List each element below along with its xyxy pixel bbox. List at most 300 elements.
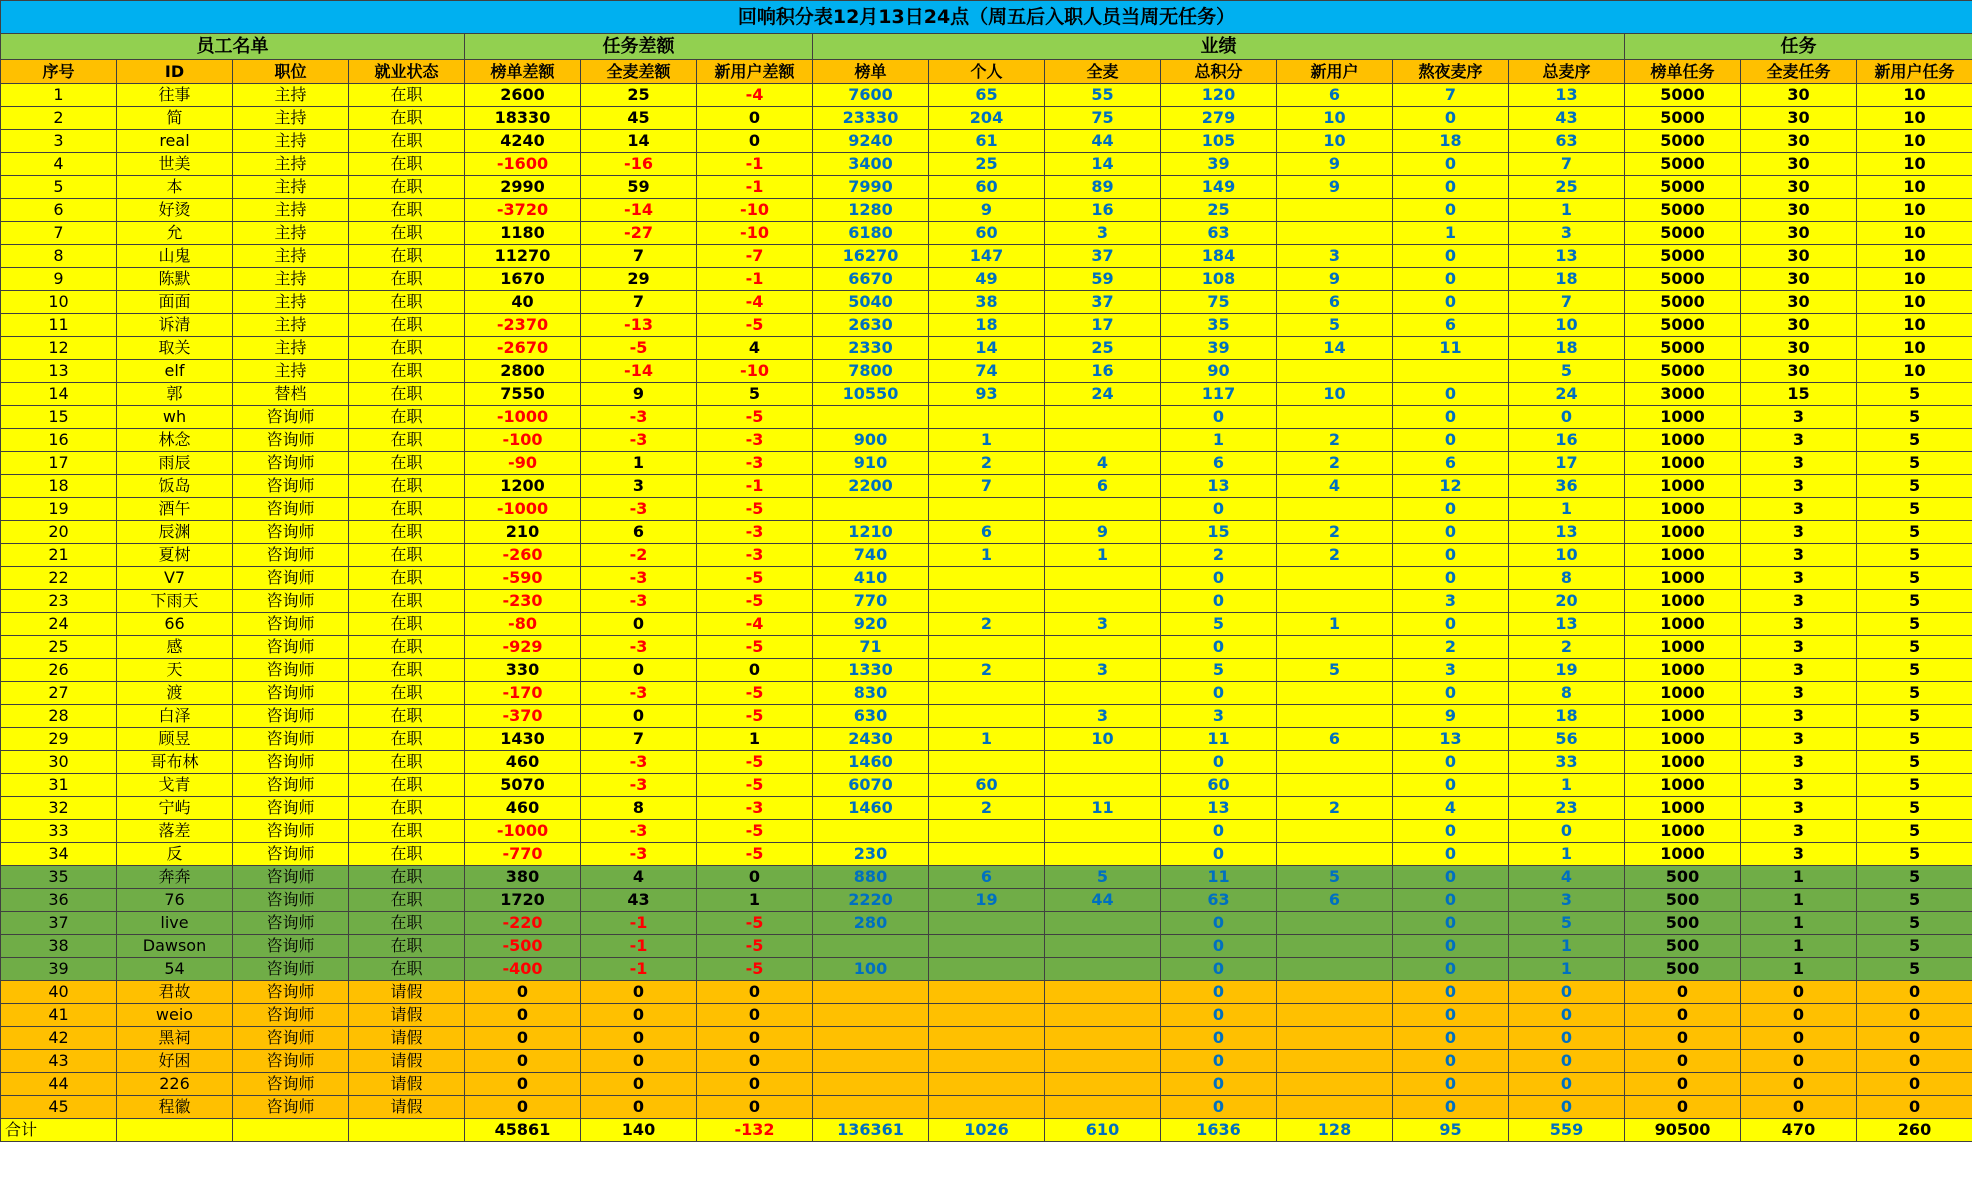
- table-cell[interactable]: 0: [1393, 774, 1509, 797]
- table-cell[interactable]: 16: [1, 429, 117, 452]
- table-cell[interactable]: 1460: [813, 751, 929, 774]
- table-cell[interactable]: 5000: [1625, 84, 1741, 107]
- table-cell[interactable]: 5: [1857, 751, 1972, 774]
- table-cell[interactable]: 5040: [813, 291, 929, 314]
- table-cell[interactable]: 7600: [813, 84, 929, 107]
- table-cell[interactable]: 0: [581, 1004, 697, 1027]
- table-cell[interactable]: 18: [1509, 705, 1625, 728]
- table-cell[interactable]: 请假: [349, 981, 465, 1004]
- table-cell[interactable]: 5: [1045, 866, 1161, 889]
- table-cell[interactable]: 10: [1509, 544, 1625, 567]
- table-cell[interactable]: 90: [1161, 360, 1277, 383]
- table-cell[interactable]: -5: [697, 935, 813, 958]
- table-cell[interactable]: 10: [1857, 360, 1972, 383]
- table-cell[interactable]: 3: [1741, 544, 1857, 567]
- table-cell[interactable]: 10: [1857, 291, 1972, 314]
- table-cell[interactable]: 0: [1161, 1096, 1277, 1119]
- table-cell[interactable]: weio: [117, 1004, 233, 1027]
- table-cell[interactable]: 0: [1625, 1004, 1741, 1027]
- table-cell[interactable]: 1: [1509, 498, 1625, 521]
- table-cell[interactable]: 5: [1857, 682, 1972, 705]
- table-cell[interactable]: 5000: [1625, 107, 1741, 130]
- table-cell[interactable]: 31: [1, 774, 117, 797]
- table-cell[interactable]: 白泽: [117, 705, 233, 728]
- table-cell[interactable]: 13: [1, 360, 117, 383]
- table-cell[interactable]: 13: [1509, 613, 1625, 636]
- table-cell[interactable]: 0: [1393, 843, 1509, 866]
- table-cell[interactable]: 在职: [349, 590, 465, 613]
- table-cell[interactable]: 在职: [349, 544, 465, 567]
- table-cell[interactable]: 7: [581, 728, 697, 751]
- table-cell[interactable]: 36: [1509, 475, 1625, 498]
- table-cell[interactable]: 0: [1161, 498, 1277, 521]
- table-cell[interactable]: 5000: [1625, 222, 1741, 245]
- table-cell[interactable]: [1045, 498, 1161, 521]
- table-cell[interactable]: 2330: [813, 337, 929, 360]
- table-cell[interactable]: 500: [1625, 958, 1741, 981]
- table-cell[interactable]: [1045, 1027, 1161, 1050]
- table-cell[interactable]: 6: [1, 199, 117, 222]
- table-cell[interactable]: 5: [1857, 797, 1972, 820]
- table-cell[interactable]: 2600: [465, 84, 581, 107]
- table-cell[interactable]: 0: [1161, 912, 1277, 935]
- table-cell[interactable]: 45: [581, 107, 697, 130]
- table-cell[interactable]: 0: [581, 1050, 697, 1073]
- table-cell[interactable]: 0: [1509, 1073, 1625, 1096]
- table-cell[interactable]: [1045, 682, 1161, 705]
- table-cell[interactable]: 0: [1393, 199, 1509, 222]
- table-cell[interactable]: [929, 820, 1045, 843]
- table-cell[interactable]: 18: [1509, 337, 1625, 360]
- table-cell[interactable]: 500: [1625, 935, 1741, 958]
- table-cell[interactable]: 8: [581, 797, 697, 820]
- table-cell[interactable]: 30: [1741, 268, 1857, 291]
- table-cell[interactable]: 34: [1, 843, 117, 866]
- table-cell[interactable]: 44: [1, 1073, 117, 1096]
- table-cell[interactable]: 6070: [813, 774, 929, 797]
- table-cell[interactable]: 2630: [813, 314, 929, 337]
- table-cell[interactable]: 主持: [233, 245, 349, 268]
- table-cell[interactable]: 面面: [117, 291, 233, 314]
- table-cell[interactable]: 简: [117, 107, 233, 130]
- table-cell[interactable]: 5: [1857, 912, 1972, 935]
- table-cell[interactable]: -3: [581, 406, 697, 429]
- table-cell[interactable]: 7: [1393, 84, 1509, 107]
- table-cell[interactable]: 2: [1277, 429, 1393, 452]
- table-cell[interactable]: 63: [1509, 130, 1625, 153]
- table-cell[interactable]: -5: [581, 337, 697, 360]
- table-cell[interactable]: 3: [1741, 751, 1857, 774]
- table-cell[interactable]: 63: [1161, 889, 1277, 912]
- table-cell[interactable]: [929, 935, 1045, 958]
- table-cell[interactable]: 请假: [349, 1004, 465, 1027]
- table-cell[interactable]: 5: [1161, 613, 1277, 636]
- table-cell[interactable]: 山鬼: [117, 245, 233, 268]
- table-cell[interactable]: 7800: [813, 360, 929, 383]
- table-cell[interactable]: 74: [929, 360, 1045, 383]
- table-cell[interactable]: 5: [1857, 590, 1972, 613]
- table-cell[interactable]: 1: [1741, 958, 1857, 981]
- table-cell[interactable]: 43: [1, 1050, 117, 1073]
- table-cell[interactable]: 1: [1509, 935, 1625, 958]
- table-cell[interactable]: 11: [1393, 337, 1509, 360]
- table-cell[interactable]: 在职: [349, 245, 465, 268]
- table-cell[interactable]: 咨询师: [233, 567, 349, 590]
- table-cell[interactable]: 0: [1857, 1004, 1972, 1027]
- table-cell[interactable]: 本: [117, 176, 233, 199]
- table-cell[interactable]: -7: [697, 245, 813, 268]
- table-cell[interactable]: 11: [1161, 866, 1277, 889]
- table-cell[interactable]: 在职: [349, 682, 465, 705]
- table-cell[interactable]: 56: [1509, 728, 1625, 751]
- table-cell[interactable]: 3: [1741, 406, 1857, 429]
- table-cell[interactable]: 2: [1393, 636, 1509, 659]
- total-cell[interactable]: 470: [1741, 1119, 1857, 1142]
- table-cell[interactable]: 黑祠: [117, 1027, 233, 1050]
- table-cell[interactable]: 请假: [349, 1050, 465, 1073]
- table-cell[interactable]: 0: [1393, 268, 1509, 291]
- table-cell[interactable]: [1277, 705, 1393, 728]
- table-cell[interactable]: 65: [929, 84, 1045, 107]
- table-cell[interactable]: 0: [1857, 981, 1972, 1004]
- table-cell[interactable]: 在职: [349, 705, 465, 728]
- table-cell[interactable]: -3: [581, 429, 697, 452]
- table-cell[interactable]: 3: [1045, 705, 1161, 728]
- table-cell[interactable]: 天: [117, 659, 233, 682]
- table-cell[interactable]: -1600: [465, 153, 581, 176]
- table-cell[interactable]: 0: [1393, 176, 1509, 199]
- table-cell[interactable]: 程徽: [117, 1096, 233, 1119]
- table-cell[interactable]: 7: [1509, 153, 1625, 176]
- table-cell[interactable]: 感: [117, 636, 233, 659]
- table-cell[interactable]: 3: [1045, 613, 1161, 636]
- table-cell[interactable]: 0: [1393, 521, 1509, 544]
- table-cell[interactable]: [1045, 429, 1161, 452]
- table-cell[interactable]: 0: [1393, 498, 1509, 521]
- table-cell[interactable]: 0: [1393, 1073, 1509, 1096]
- table-cell[interactable]: 117: [1161, 383, 1277, 406]
- table-cell[interactable]: 39: [1, 958, 117, 981]
- table-cell[interactable]: -2370: [465, 314, 581, 337]
- table-cell[interactable]: [813, 1096, 929, 1119]
- table-cell[interactable]: 1: [1045, 544, 1161, 567]
- table-cell[interactable]: 3: [1509, 222, 1625, 245]
- table-cell[interactable]: 咨询师: [233, 774, 349, 797]
- table-cell[interactable]: 0: [1161, 1027, 1277, 1050]
- table-cell[interactable]: 59: [581, 176, 697, 199]
- table-cell[interactable]: 在职: [349, 337, 465, 360]
- table-cell[interactable]: 30: [1741, 245, 1857, 268]
- table-cell[interactable]: 21: [1, 544, 117, 567]
- table-cell[interactable]: 0: [1393, 429, 1509, 452]
- table-cell[interactable]: [929, 705, 1045, 728]
- table-cell[interactable]: 6: [1161, 452, 1277, 475]
- table-cell[interactable]: -1000: [465, 406, 581, 429]
- table-cell[interactable]: 在职: [349, 958, 465, 981]
- table-cell[interactable]: 26: [1, 659, 117, 682]
- table-cell[interactable]: 10: [1857, 314, 1972, 337]
- table-cell[interactable]: 4: [1, 153, 117, 176]
- table-cell[interactable]: 0: [1393, 935, 1509, 958]
- total-cell[interactable]: 136361: [813, 1119, 929, 1142]
- table-cell[interactable]: 17: [1045, 314, 1161, 337]
- table-cell[interactable]: 5000: [1625, 153, 1741, 176]
- table-cell[interactable]: 1: [929, 429, 1045, 452]
- table-cell[interactable]: 在职: [349, 429, 465, 452]
- table-cell[interactable]: [929, 1027, 1045, 1050]
- table-cell[interactable]: 0: [1741, 1073, 1857, 1096]
- table-cell[interactable]: -1: [697, 153, 813, 176]
- table-cell[interactable]: [1045, 912, 1161, 935]
- table-cell[interactable]: 14: [929, 337, 1045, 360]
- table-cell[interactable]: 顾昱: [117, 728, 233, 751]
- table-cell[interactable]: 770: [813, 590, 929, 613]
- table-cell[interactable]: 10: [1509, 314, 1625, 337]
- table-cell[interactable]: 咨询师: [233, 1096, 349, 1119]
- table-cell[interactable]: [929, 1096, 1045, 1119]
- table-cell[interactable]: 6: [1277, 889, 1393, 912]
- table-cell[interactable]: 5: [1857, 429, 1972, 452]
- table-cell[interactable]: [813, 498, 929, 521]
- table-cell[interactable]: 9: [1, 268, 117, 291]
- table-cell[interactable]: 0: [1161, 958, 1277, 981]
- table-cell[interactable]: 30: [1741, 291, 1857, 314]
- table-cell[interactable]: 1000: [1625, 590, 1741, 613]
- table-cell[interactable]: -770: [465, 843, 581, 866]
- table-cell[interactable]: 好困: [117, 1050, 233, 1073]
- table-cell[interactable]: 184: [1161, 245, 1277, 268]
- table-cell[interactable]: 33: [1, 820, 117, 843]
- table-cell[interactable]: 咨询师: [233, 912, 349, 935]
- table-cell[interactable]: -5: [697, 774, 813, 797]
- table-cell[interactable]: 23: [1, 590, 117, 613]
- table-cell[interactable]: 9: [1393, 705, 1509, 728]
- table-cell[interactable]: 0: [1161, 682, 1277, 705]
- table-cell[interactable]: -5: [697, 705, 813, 728]
- table-cell[interactable]: 林念: [117, 429, 233, 452]
- table-cell[interactable]: [1277, 774, 1393, 797]
- table-cell[interactable]: 1000: [1625, 820, 1741, 843]
- table-cell[interactable]: -230: [465, 590, 581, 613]
- table-cell[interactable]: 30: [1741, 153, 1857, 176]
- table-cell[interactable]: [813, 935, 929, 958]
- table-cell[interactable]: 0: [1393, 544, 1509, 567]
- table-cell[interactable]: 4: [1509, 866, 1625, 889]
- total-cell[interactable]: 140: [581, 1119, 697, 1142]
- table-cell[interactable]: [1045, 590, 1161, 613]
- table-cell[interactable]: 1000: [1625, 475, 1741, 498]
- table-cell[interactable]: -5: [697, 682, 813, 705]
- table-cell[interactable]: 咨询师: [233, 820, 349, 843]
- table-cell[interactable]: [929, 751, 1045, 774]
- table-cell[interactable]: 18330: [465, 107, 581, 130]
- table-cell[interactable]: 14: [581, 130, 697, 153]
- table-cell[interactable]: 44: [1045, 889, 1161, 912]
- table-cell[interactable]: 0: [1393, 245, 1509, 268]
- table-cell[interactable]: wh: [117, 406, 233, 429]
- table-cell[interactable]: 5: [1857, 452, 1972, 475]
- table-cell[interactable]: 0: [1161, 567, 1277, 590]
- table-cell[interactable]: 饭岛: [117, 475, 233, 498]
- table-cell[interactable]: 咨询师: [233, 590, 349, 613]
- table-cell[interactable]: 5: [1857, 567, 1972, 590]
- table-cell[interactable]: 1720: [465, 889, 581, 912]
- table-cell[interactable]: 0: [1393, 889, 1509, 912]
- table-cell[interactable]: 0: [1161, 751, 1277, 774]
- table-cell[interactable]: -500: [465, 935, 581, 958]
- table-cell[interactable]: [929, 406, 1045, 429]
- table-cell[interactable]: 60: [1161, 774, 1277, 797]
- table-cell[interactable]: 38: [1, 935, 117, 958]
- table-cell[interactable]: 0: [1857, 1073, 1972, 1096]
- table-cell[interactable]: -1000: [465, 820, 581, 843]
- table-cell[interactable]: 0: [1625, 1027, 1741, 1050]
- table-cell[interactable]: 6: [929, 866, 1045, 889]
- table-cell[interactable]: 30: [1741, 130, 1857, 153]
- table-cell[interactable]: [1277, 1004, 1393, 1027]
- table-cell[interactable]: -260: [465, 544, 581, 567]
- table-cell[interactable]: 6: [1277, 728, 1393, 751]
- table-cell[interactable]: 75: [1161, 291, 1277, 314]
- table-cell[interactable]: 28: [1, 705, 117, 728]
- table-cell[interactable]: 1: [1509, 774, 1625, 797]
- table-cell[interactable]: 0: [1161, 636, 1277, 659]
- table-cell[interactable]: [1277, 1073, 1393, 1096]
- table-cell[interactable]: 910: [813, 452, 929, 475]
- table-cell[interactable]: 渡: [117, 682, 233, 705]
- table-cell[interactable]: -10: [697, 222, 813, 245]
- table-cell[interactable]: 咨询师: [233, 659, 349, 682]
- table-cell[interactable]: 6: [1045, 475, 1161, 498]
- table-cell[interactable]: 0: [697, 659, 813, 682]
- table-cell[interactable]: 1000: [1625, 705, 1741, 728]
- table-cell[interactable]: 5000: [1625, 245, 1741, 268]
- table-cell[interactable]: [1277, 222, 1393, 245]
- table-cell[interactable]: 0: [697, 1050, 813, 1073]
- table-cell[interactable]: 2: [929, 797, 1045, 820]
- table-cell[interactable]: 取关: [117, 337, 233, 360]
- total-cell[interactable]: 1026: [929, 1119, 1045, 1142]
- table-cell[interactable]: 0: [697, 1073, 813, 1096]
- table-cell[interactable]: 咨询师: [233, 498, 349, 521]
- table-cell[interactable]: 60: [929, 176, 1045, 199]
- table-cell[interactable]: 3: [1393, 659, 1509, 682]
- table-cell[interactable]: 5: [1277, 866, 1393, 889]
- table-cell[interactable]: 500: [1625, 866, 1741, 889]
- table-cell[interactable]: 郭: [117, 383, 233, 406]
- table-cell[interactable]: 在职: [349, 360, 465, 383]
- table-cell[interactable]: [929, 567, 1045, 590]
- table-cell[interactable]: 39: [1161, 337, 1277, 360]
- table-cell[interactable]: 59: [1045, 268, 1161, 291]
- table-cell[interactable]: 18: [1393, 130, 1509, 153]
- table-cell[interactable]: 5: [1857, 728, 1972, 751]
- table-cell[interactable]: -3: [581, 682, 697, 705]
- table-cell[interactable]: 6180: [813, 222, 929, 245]
- table-cell[interactable]: 在职: [349, 84, 465, 107]
- table-cell[interactable]: 0: [1741, 1027, 1857, 1050]
- table-cell[interactable]: 6: [1277, 84, 1393, 107]
- total-cell[interactable]: 128: [1277, 1119, 1393, 1142]
- table-cell[interactable]: 500: [1625, 889, 1741, 912]
- table-cell[interactable]: 0: [697, 1027, 813, 1050]
- table-cell[interactable]: 1: [697, 728, 813, 751]
- table-cell[interactable]: 4: [581, 866, 697, 889]
- table-cell[interactable]: -5: [697, 751, 813, 774]
- table-cell[interactable]: 1280: [813, 199, 929, 222]
- table-cell[interactable]: 0: [697, 1004, 813, 1027]
- table-cell[interactable]: 1000: [1625, 429, 1741, 452]
- table-cell[interactable]: 330: [465, 659, 581, 682]
- table-cell[interactable]: [929, 1050, 1045, 1073]
- total-cell[interactable]: 45861: [465, 1119, 581, 1142]
- table-cell[interactable]: 38: [929, 291, 1045, 314]
- table-cell[interactable]: [929, 1004, 1045, 1027]
- table-cell[interactable]: 0: [1393, 107, 1509, 130]
- table-cell[interactable]: 3: [1741, 705, 1857, 728]
- table-cell[interactable]: [813, 1027, 929, 1050]
- table-cell[interactable]: 咨询师: [233, 1050, 349, 1073]
- table-cell[interactable]: 3: [1741, 429, 1857, 452]
- table-cell[interactable]: -3: [581, 590, 697, 613]
- table-cell[interactable]: 3: [1741, 797, 1857, 820]
- table-cell[interactable]: 3: [1, 130, 117, 153]
- table-cell[interactable]: 5: [1857, 659, 1972, 682]
- table-cell[interactable]: 280: [813, 912, 929, 935]
- table-cell[interactable]: 10: [1857, 84, 1972, 107]
- table-cell[interactable]: 4: [1277, 475, 1393, 498]
- table-cell[interactable]: 1: [1161, 429, 1277, 452]
- table-cell[interactable]: 1000: [1625, 567, 1741, 590]
- table-cell[interactable]: [1277, 1050, 1393, 1073]
- table-cell[interactable]: 9: [1277, 268, 1393, 291]
- table-cell[interactable]: 咨询师: [233, 521, 349, 544]
- table-cell[interactable]: 3: [1741, 774, 1857, 797]
- table-cell[interactable]: 60: [929, 222, 1045, 245]
- table-cell[interactable]: 在职: [349, 452, 465, 475]
- table-cell[interactable]: 3: [1741, 682, 1857, 705]
- table-cell[interactable]: [1277, 590, 1393, 613]
- table-cell[interactable]: 23330: [813, 107, 929, 130]
- table-cell[interactable]: 咨询师: [233, 889, 349, 912]
- table-cell[interactable]: 71: [813, 636, 929, 659]
- table-cell[interactable]: 6: [929, 521, 1045, 544]
- table-cell[interactable]: 10: [1857, 130, 1972, 153]
- table-cell[interactable]: 0: [1393, 981, 1509, 1004]
- table-cell[interactable]: [929, 912, 1045, 935]
- total-cell[interactable]: 90500: [1625, 1119, 1741, 1142]
- table-cell[interactable]: 雨辰: [117, 452, 233, 475]
- table-cell[interactable]: [813, 1004, 929, 1027]
- table-cell[interactable]: [1277, 1027, 1393, 1050]
- table-cell[interactable]: -100: [465, 429, 581, 452]
- table-cell[interactable]: 30: [1741, 176, 1857, 199]
- table-cell[interactable]: 25: [1161, 199, 1277, 222]
- table-cell[interactable]: 请假: [349, 1073, 465, 1096]
- table-cell[interactable]: 5: [1857, 774, 1972, 797]
- table-cell[interactable]: 在职: [349, 820, 465, 843]
- table-cell[interactable]: 0: [1161, 1050, 1277, 1073]
- table-cell[interactable]: 0: [1741, 1050, 1857, 1073]
- table-cell[interactable]: 在职: [349, 383, 465, 406]
- table-cell[interactable]: 1: [697, 889, 813, 912]
- table-cell[interactable]: [1277, 820, 1393, 843]
- table-cell[interactable]: [1045, 958, 1161, 981]
- table-cell[interactable]: 1000: [1625, 659, 1741, 682]
- table-cell[interactable]: 24: [1, 613, 117, 636]
- table-cell[interactable]: 0: [1509, 1050, 1625, 1073]
- table-cell[interactable]: 10: [1857, 176, 1972, 199]
